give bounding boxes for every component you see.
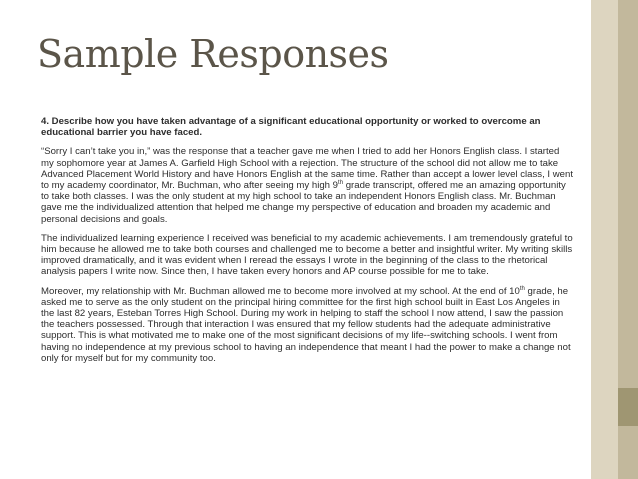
response-paragraph-2: The individualized learning experience I received was beneficial to my academic achievements. I am tremendously grateful to him because he allowed me to take both courses and challenged me to become a better and insightful writer. My writing skills improved dramatically, and it was evident when I reread the essays I wrote in the beginning of the class to the rhetorical analysis papers I write now. Since then, I have taken every honors and AP course possible for me to take. (41, 232, 573, 278)
response-paragraph-1: “Sorry I can’t take you in,” was the response that a teacher gave me when I tried to add her Honors English class. I started my sophomore year at James A. Garfield High School with a rejection. The structure of the school did not allow me to take Advanced Placement World History and have Honors English at the same time. Rather than accept a lower level class, I went to my academy coordinator, Mr. Buchman, who after seeing my high 9th grade transcript, offered me an amazing opportunity to take both classes. I was the only student at my high school to take an independent Honors English class. Mr. Buchman gave me the individualized attention that helped me change my perspective of education and broaden my academic and personal decisions and goals. (41, 146, 574, 225)
essay-prompt: 4. Describe how you have taken advantage of a significant educational opportunity or worked to overcome an educational barrier you have faced. (41, 116, 541, 139)
slide-title: Sample Responses (37, 32, 389, 76)
slide-body (41, 116, 574, 372)
decorative-rail-accent (618, 388, 638, 426)
response-paragraph-3: Moreover, my relationship with Mr. Buchman allowed me to become more involved at my school. At the end of 10th grade, he asked me to serve as the only student on the principal hiring committee for the first high school built in East Los Angeles in the last 82 years, Esteban Torres High School. During my work in helping to staff the school I now attend, I saw the passion the teachers possessed. Through that interaction I was ensured that my fellow students had the adequate administrative support. This is what motivated me to make one of the most significant decisions of my life--switching schools. I went from having no independence at my previous school to having an independence that meant I had the power to make a change not only for myself but for my community too. (41, 285, 571, 364)
